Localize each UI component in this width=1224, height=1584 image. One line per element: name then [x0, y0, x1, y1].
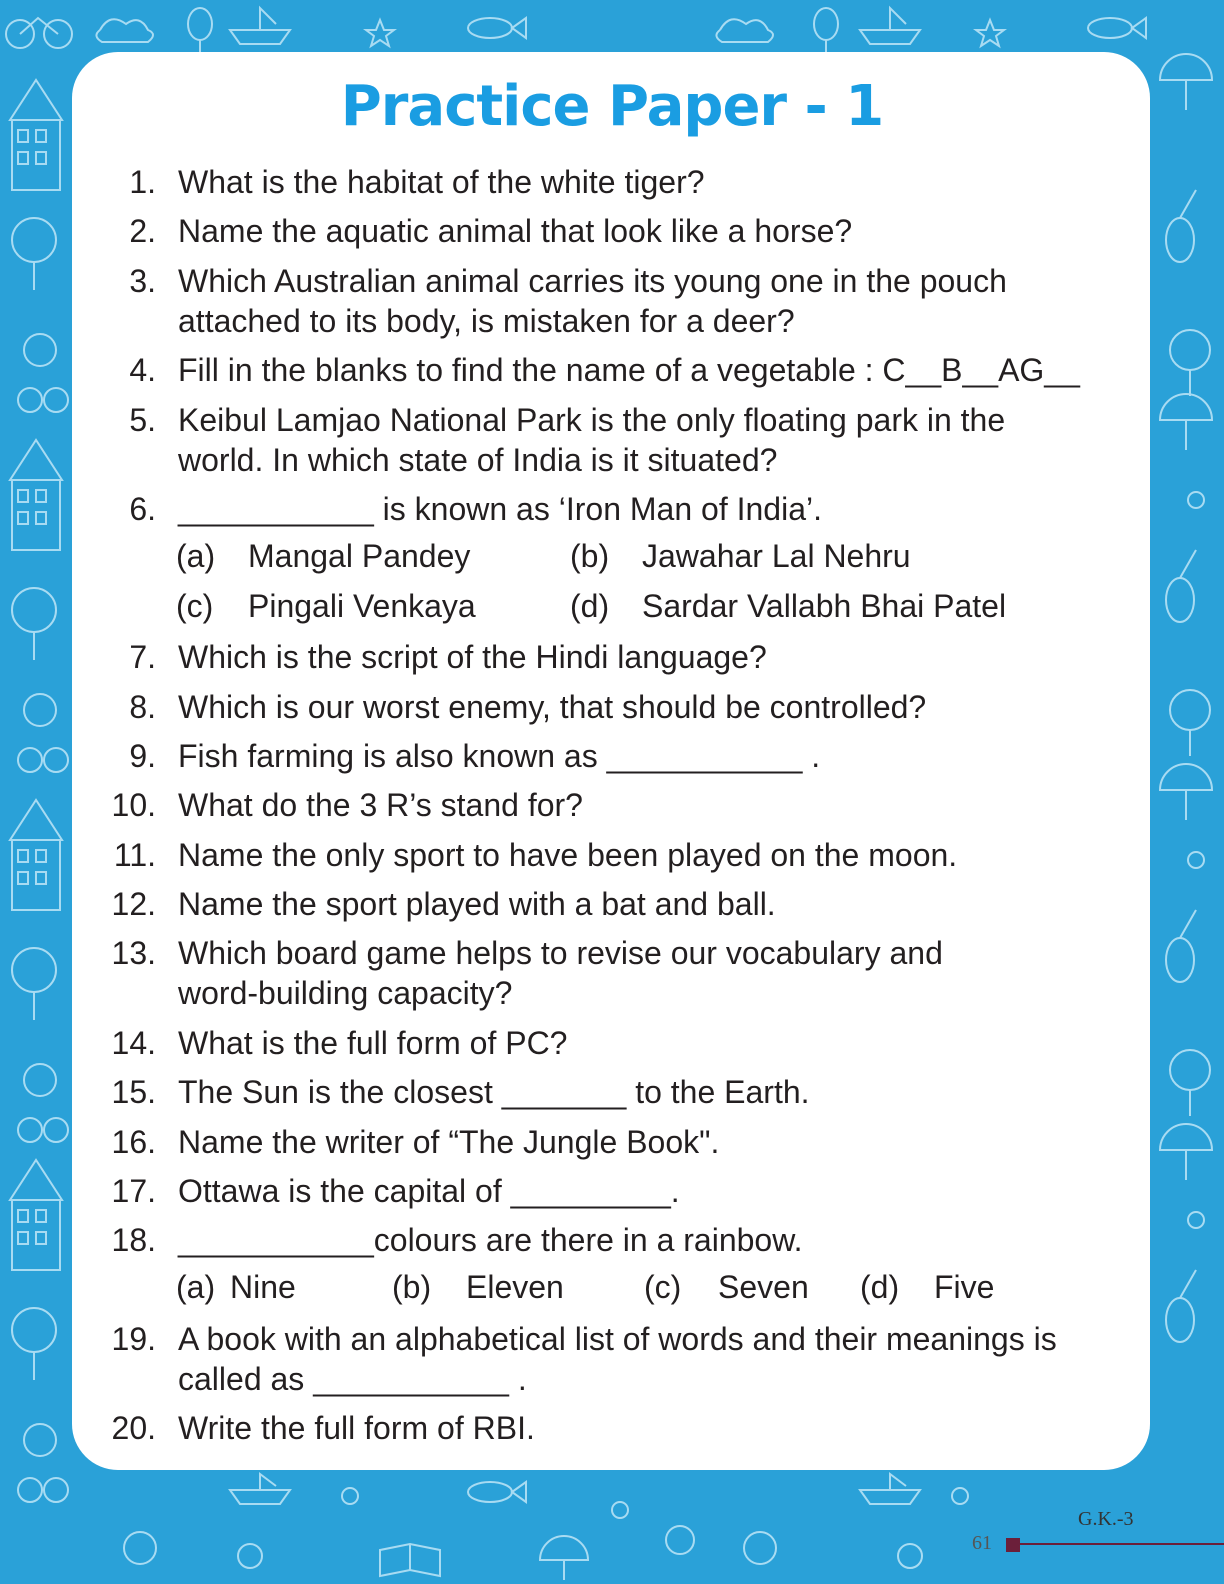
option-key: (b) [392, 1269, 432, 1305]
boat-doodle [230, 1474, 290, 1504]
question-number: 2. [129, 213, 156, 249]
question-text: A book with an alphabetical list of words and their meanings is [178, 1321, 1057, 1357]
balloon-doodle [814, 8, 838, 52]
option-key: (c) [644, 1269, 682, 1305]
question-number: 10. [111, 787, 156, 823]
tree-doodle [1170, 1050, 1210, 1116]
question-text: Name the sport played with a bat and ball. [178, 886, 776, 922]
question-number: 3. [129, 263, 156, 299]
question-text: attached to its body, is mistaken for a deer? [178, 303, 795, 339]
question-number: 5. [129, 402, 156, 438]
question-text: The Sun is the closest _______ to the Earth. [178, 1074, 810, 1110]
question-text: What do the 3 R’s stand for? [178, 787, 583, 823]
umbrella-doodle [1160, 394, 1212, 450]
question-text: Which board game helps to revise our vocabulary and [178, 935, 943, 971]
option-key: (a) [176, 538, 216, 574]
boat-doodle [860, 8, 920, 44]
boat-doodle [860, 1474, 920, 1504]
question-text: world. In which state of India is it situated? [178, 442, 778, 478]
star-doodle [976, 20, 1004, 46]
option-text: Sardar Vallabh Bhai Patel [642, 588, 1007, 624]
fish-doodle [1088, 18, 1146, 38]
question-text: Which is our worst enemy, that should be controlled? [178, 689, 927, 725]
balloon-doodle [188, 8, 212, 52]
question-text: What is the full form of PC? [178, 1025, 568, 1061]
cloud-doodle [716, 19, 773, 42]
boat-doodle [230, 8, 290, 44]
option-text: Five [934, 1269, 995, 1305]
option-text: Nine [230, 1269, 296, 1305]
page-number: 61 [972, 1532, 992, 1554]
option-key: (b) [570, 538, 610, 574]
question-text: Which Australian animal carries its young one in the pouch [178, 263, 1007, 299]
house-doodle [10, 440, 62, 550]
child-face-doodle [124, 1526, 776, 1564]
guitar-doodle [1166, 550, 1196, 622]
question-text: Keibul Lamjao National Park is the only floating park in the [178, 402, 1006, 438]
question-number: 7. [129, 639, 156, 675]
tree-doodle [12, 948, 56, 1020]
child-face-doodle [18, 1064, 68, 1142]
footer-marker [1006, 1538, 1020, 1552]
question-text: ___________colours are there in a rainbow. [178, 1222, 803, 1258]
child-face-doodle [18, 694, 68, 772]
question-number: 1. [129, 164, 156, 200]
question-text: called as ___________ . [178, 1361, 527, 1397]
tree-doodle [1170, 690, 1210, 756]
question-number: 15. [111, 1074, 156, 1110]
house-doodle [10, 1160, 62, 1270]
question-number: 19. [111, 1321, 156, 1357]
tree-doodle [12, 218, 56, 290]
book-label: G.K.-3 [1078, 1508, 1134, 1530]
question-number: 11. [113, 837, 156, 873]
question-text: Fill in the blanks to find the name of a vegetable : C__B__AG__ [178, 352, 1080, 388]
bicycle-doodle [6, 18, 72, 48]
question-text: Name the writer of “The Jungle Book". [178, 1124, 720, 1160]
child-face-doodle [18, 1424, 68, 1502]
option-text: Mangal Pandey [248, 538, 471, 574]
child-face-doodle [18, 334, 68, 412]
question-text: Which is the script of the Hindi language? [178, 639, 767, 675]
umbrella-doodle [1160, 1124, 1212, 1180]
umbrella-doodle [540, 1536, 588, 1580]
fish-doodle [468, 18, 526, 38]
star-doodle [366, 20, 394, 46]
page-title: Practice Paper - 1 [340, 74, 884, 139]
umbrella-doodle [1160, 764, 1212, 820]
question-text: Ottawa is the capital of _________. [178, 1173, 680, 1209]
tree-doodle [12, 1308, 56, 1380]
option-text: Jawahar Lal Nehru [642, 538, 911, 574]
tree-doodle [1170, 330, 1210, 396]
snail-doodle [238, 1544, 922, 1568]
fish-doodle [468, 1482, 526, 1502]
option-key: (c) [176, 588, 214, 624]
question-number: 13. [111, 935, 156, 971]
question-number: 20. [111, 1410, 156, 1446]
question-number: 4. [129, 352, 156, 388]
flower-doodle [1188, 492, 1204, 1228]
question-number: 9. [129, 738, 156, 774]
option-key: (d) [570, 588, 610, 624]
question-text: word-building capacity? [178, 975, 513, 1011]
question-number: 14. [111, 1025, 156, 1061]
option-text: Pingali Venkaya [248, 588, 476, 624]
question-text: Fish farming is also known as ___________ . [178, 738, 821, 774]
tree-doodle [12, 588, 56, 660]
question-number: 18. [111, 1222, 156, 1258]
question-number: 12. [111, 886, 156, 922]
option-text: Eleven [466, 1269, 564, 1305]
question-text: ___________ is known as ‘Iron Man of India’. [178, 491, 822, 527]
question-number: 16. [111, 1124, 156, 1160]
book-doodle [380, 1544, 440, 1576]
guitar-doodle [1166, 190, 1196, 262]
guitar-doodle [1166, 1270, 1196, 1342]
question-text: Write the full form of RBI. [178, 1410, 535, 1446]
footer-rule [1020, 1543, 1224, 1545]
option-text: Seven [718, 1269, 809, 1305]
question-text: Name the aquatic animal that look like a horse? [178, 213, 853, 249]
option-key: (a) [176, 1269, 216, 1305]
guitar-doodle [1166, 910, 1196, 982]
question-number: 8. [129, 689, 156, 725]
option-key: (d) [860, 1269, 900, 1305]
question-text: What is the habitat of the white tiger? [178, 164, 705, 200]
cloud-doodle [96, 19, 153, 42]
house-doodle [10, 800, 62, 910]
question-number: 6. [129, 491, 156, 527]
question-text: Name the only sport to have been played on the moon. [178, 837, 958, 873]
question-number: 17. [111, 1173, 156, 1209]
